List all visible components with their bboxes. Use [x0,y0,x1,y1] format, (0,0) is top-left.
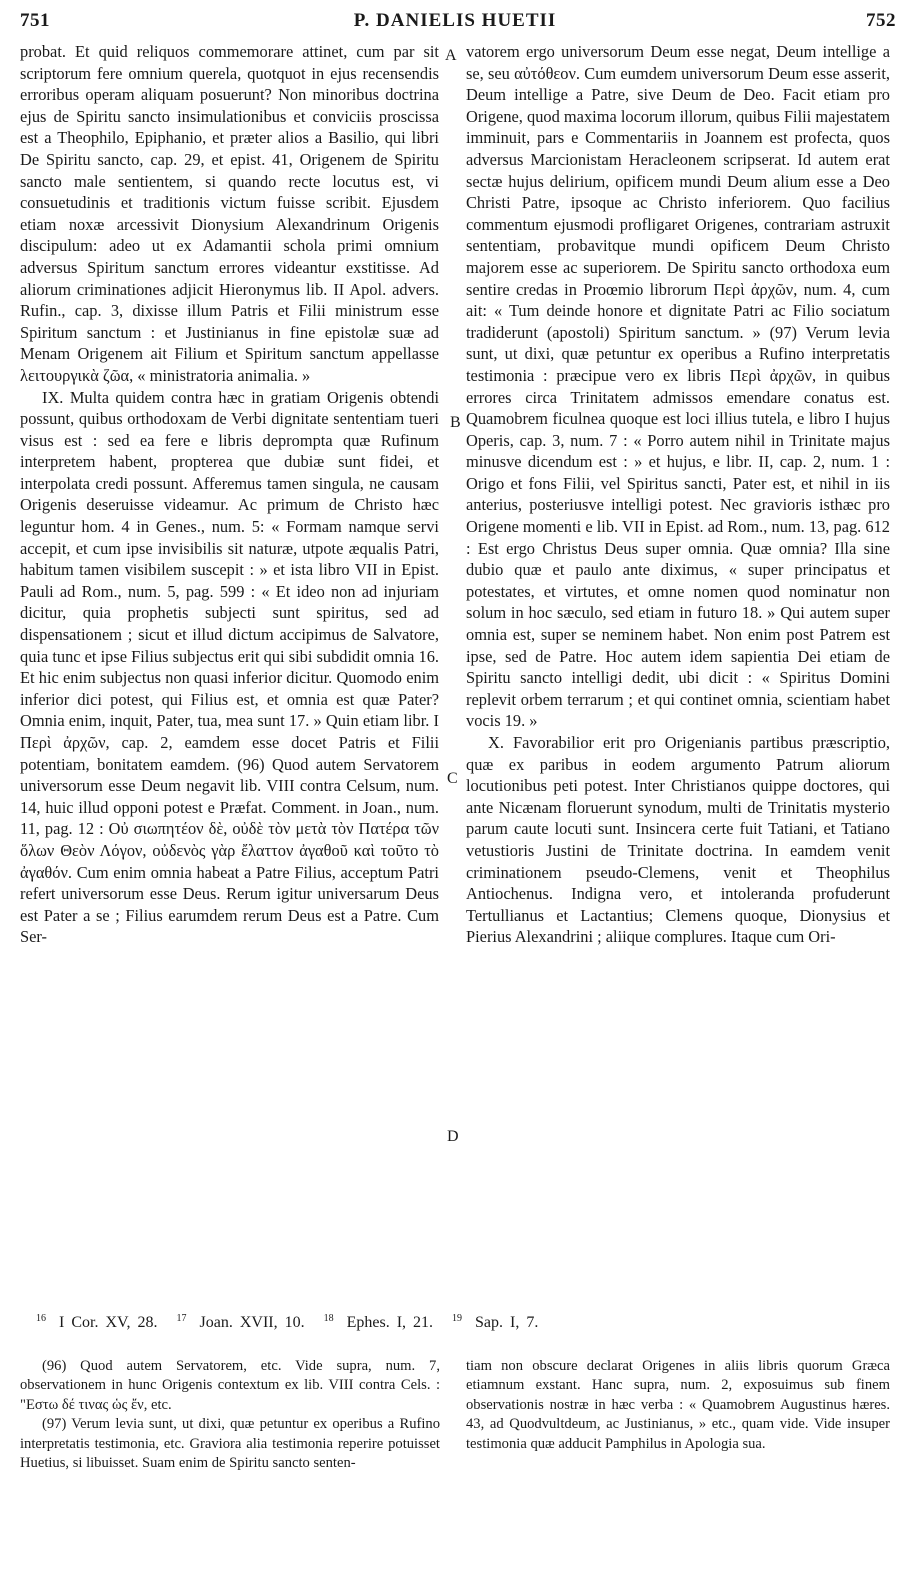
page-header [0,10,910,40]
note-continuation: tiam non obscure declarat Origenes in aliis libris quorum Græca etiamnum exstant. Hanc supra, num. 2, exposuimus sub finem observationis nostræ in hæc verba : « Quamobrem Augustinus hæres. 43, ad Quodvultdeum, ac Justinianus, » etc., quam vide. Vide insuper testimonia quæ adducit Pamphilus in Apologia sua. [466,1358,890,1452]
editor-notes-left [20,1357,440,1473]
right-paragraph-1: vatorem ergo universorum Deum esse negat, Deum intellige a se, seu αὐτόθεον. Cum eumdem universorum Deum esse asserit, Deum intellige a Patre, sive Deum de Deo. Facit etiam pro Origene, quod maxima locorum illorum, quibus Filii majestatem imminuit, pars e Commentariis in Joannem est profecta, quos adversus Marcionistam Heracleonem scripserat. Id autem erat sectæ hujus delirium, opificem mundi Deum alium esse a Deo Christi Patre, ipsoque ac Christo inferiorem. Quo facilius commentum ejusmodi profligaret Origenes, contrariam astruxit sententiam, probavitque mundi opificem Deum Christo majorem esse ac superiorem. De Spiritu sancto orthodoxa eum sentire credas in Proœmio librorum Περὶ ἀρχῶν, num. 4, cum ait: « Tum deinde honore et dignitate Patri ac Filio sociatum tradiderunt (apostoli) Spiritum sanctum. » (97) Verum levia sunt, ut dixi, quæ petuntur ex operibus a Rufino interpretatis testimonia : præcipue vero ex libris Περὶ ἀρχῶν, in quibus errores circa Trinitatem admissos emendare conatus est. Quamobrem ficulnea quoque est loci illius tutela, e libro I hujus Operis, cap. 3, num. 7 : « Porro autem nihil in Trinitate majus minusve dicendum est : » et hujus, e libr. II, cap. 2, num. 1 : Origo et fons Filii, vel Spiritus sancti, Pater est, et nihil in iis anterius, posteriusve intelligi potest. Nec gravioris isthæc pro Origene momenti e lib. VII in Epist. ad Rom., num. 13, pag. 612 : Est ergo Christus Deus super omnia. Quæ omnia? Illa sine dubio quæ et paulo ante diximus, « super principatus et potestates, et virtutes, et omne nomen quod nominatur non solum in hoc sæculo, sed etiam in futuro 18. » Qui autem super omnia est, super se neminem habet. Non enim post Patrem est ipse, sed de Patre. Hoc autem idem sapientia Dei etiam de Spiritu sancto intelligi dedit, ubi dicit : « Spiritus Domini replevit orbem terrarum ; et qui continet omnia, scientiam habet vocis 19. » [466,42,890,731]
note-96: (96) Quod autem Servatorem, etc. Vide supra, num. 7, observationem in hunc Origenis contextum ex lib. VIII contra Cels. : "Εστω δέ τινας ὡς ἔν, etc. [20,1358,440,1413]
running-title: P. DANIELIS HUETII [353,10,557,31]
editor-notes-right [466,1357,890,1454]
right-column [466,41,890,948]
page-number-right: 752 [866,10,896,31]
footnote-19: $^{19}$ Sap. I, 7. [452,1313,539,1332]
note-97: (97) Verum levia sunt, ut dixi, quæ petuntur ex operibus a Rufino interpretatis testimonia, etc. Graviora alia testimonia reperire potuisset Huetius, si libuisset. Suam enim de Spiritu sancto senten- [20,1416,440,1472]
page-number-left: 751 [20,10,50,31]
left-column [20,41,439,948]
right-paragraph-2-section-x: X. Favorabilior erit pro Origenianis partibus præscriptio, quæ ex paribus in eodem argumento Patrum aliorum locutionibus peti potest. Inter Christianos quippe doctores, qui ante Nicænam floruerunt synodum, multi de Trinitatis mysterio parum caute locuti sunt. Insincera certe fuit Tatiani, et Tatiano vetustioris Justini de Trinitate doctrina. In eamdem venit criminationem pseudo-Clemens, venit et Theophilus Antiochenus. Indigna vero, et intoleranda profuderunt Tertullianus et Lactantius; Clemens quoque, Dionysius et Pierius Alexandrini ; aliique complures. Itaque cum Ori- [466,733,890,947]
footnote-18: $^{18}$ Ephes. I, 21. [323,1313,434,1332]
left-paragraph-1: probat. Et quid reliquos commemorare attinet, cum par sit scriptorum fere omnium querela, quotquot in ejus recensendis erroribus operam aliquam posuerunt? Non minoribus doctrina ejus de Spiritu sancto insimulationibus et conviciis proscissa est a Theophilo, Epiphanio, et præter alios a Basilio, qui libri De Spiritu sancto, cap. 29, et epist. 41, Origenem de Spiritu sancto male sentientem, si quando recte locutus est, vi consuetudinis et traditionis victum fuisse scribit. Ejusdem etiam noxæ arcessivit Dionysium Alexandrinum Origenis discipulum: adeo ut ex Adamantii schola primi omnium adversus Spiritum sanctum errores videantur exstitisse. Ad aliorum criminationes adjicit Hieronymus lib. II Apol. advers. Rufin., cap. 3, dixisse illum Patris et Filii ministrum esse Spiritum sanctum : et Justinianus in fine epistolæ suæ ad Menam Origenem ait Filium et Spiritum sanctum appellasse λειτουργικὰ ζῶα, « ministratoria animalia. » [20,42,439,385]
margin-letter-c: C [447,770,458,787]
left-paragraph-2-section-ix: IX. Multa quidem contra hæc in gratiam Origenis obtendi possunt, quibus orthodoxam de Verbi dignitate sententiam tueri visus est : sed ea fere e libris deprompta quæ Rufinum interpretem habent, propterea que dubiæ sunt fidei, et interpolata credi possunt. Afferemus tamen singula, ne causam Origenis deseruisse videamur. Ac primum de Christo hæc leguntur hom. 4 in Genes., num. 5: « Formam namque servi accepit, et cum ipse invisibilis sit naturæ, utpote æqualis Patri, habitum tamen visibilem suscepit : » et ista libro VII in Epist. Pauli ad Rom., num. 5, pag. 599 : « Et ideo non ad injuriam dicitur, quia prophetis subjecti sunt spiritus, sed ad dispensationem ; sicut et illud dictum accipimus de Salvatore, quia tunc et ipse Filius subjectus erit qui sibi subdidit omnia 16. Et hic enim subjectus non quasi inferior dicitur. Quomodo enim inferior dici potest, qui Filius est, et omnia est quæ Pater? Omnia enim, inquit, Pater, tua, mea sunt 17. » Quin etiam libr. I Περὶ ἀρχῶν, cap. 2, eamdem esse docet Patris et Filii potentiam, bonitatem eamdem. (96) Quod autem Servatorem universorum esse Deum negavit lib. VIII contra Celsum, num. 14, huic illud opponi potest e Præfat. Comment. in Joan., num. 11, pag. 12 : Οὐ σιωπητέον δὲ, οὐδὲ τὸν μετὰ τὸν Πατέρα τῶν ὅλων Θεὸν Λόγον, οὐδενὸς γὰρ ἔλαττον ἀγαθοῦ καὶ τοῦτο τὸ ἀγαθόν. Cum enim omnia habeat a Patre Filius, acceptum Patri refert universorum esse Deus. Rerum igitur universarum Deus est Pater a se ; Filius earumdem rerum Deus est a Patre. Cum Ser- [20,387,439,947]
margin-letter-d: D [447,1128,459,1145]
footnotes-line [36,1313,550,1332]
margin-letter-b: B [450,414,461,431]
margin-letter-a: A [445,47,457,64]
footnote-16: $^{16}$ I Cor. XV, 28. [36,1313,158,1332]
footnote-17: $^{17}$ Joan. XVII, 10. [176,1313,305,1332]
